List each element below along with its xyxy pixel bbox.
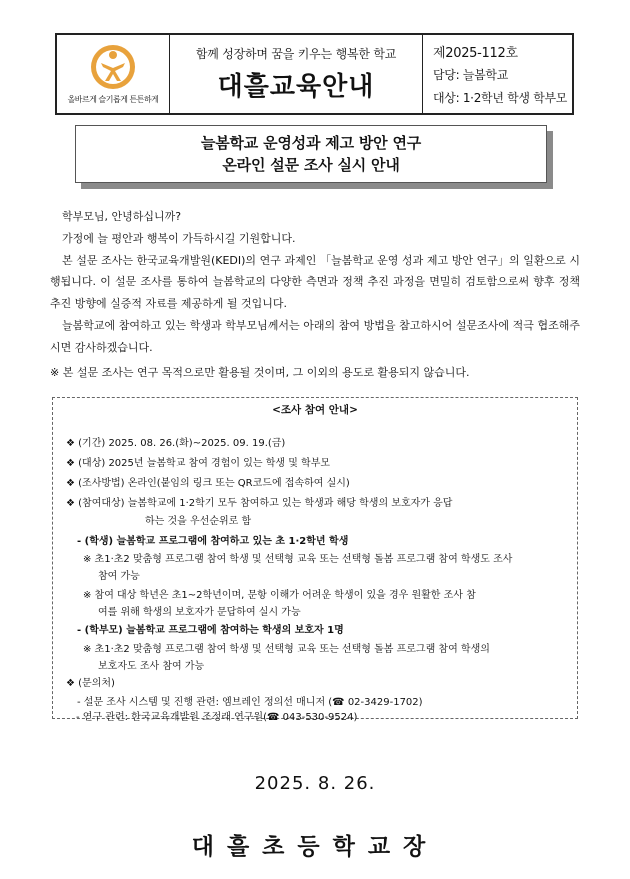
school-slogan: 함께 성장하며 꿈을 키우는 행복한 학교 [195,47,397,61]
principal-signature: 대흘초등학교장 [191,834,439,860]
survey-participants-cont: 하는 것을 우선순위로 함 [145,516,252,527]
parent-criteria: - (학부모) 늘봄학교 프로그램에 참여하는 학생의 보호자 1명 [77,625,344,636]
survey-method: ❖ (조사방법) 온라인(붙임의 링크 또는 QR코드에 접속하여 실시) [66,478,350,489]
parent-note-cont: 보호자도 조사 참여 가능 [98,661,205,672]
document-title-box [75,125,547,183]
contact-heading: ❖ (문의처) [66,678,115,689]
usage-note: ※ 본 설문 조사는 연구 목적으로만 활용될 것이며, 그 이외의 용도로 활용되지 않습니다. [50,365,470,379]
header-info-cell [423,35,572,113]
survey-participants: ❖ (참여대상) 늘봄학교에 1·2학기 모두 참여하고 있는 학생과 해당 학생의 보호자가 응답 [66,498,453,509]
survey-info-box [52,397,578,719]
parent-note: ※ 초1·초2 맞춤형 프로그램 참여 학생 및 선택형 교육 또는 선택형 돌봄 프로그램 참여 학생의 [83,644,490,655]
student-note-2-cont: 여를 위해 학생의 보호자가 문답하여 실시 가능 [98,607,301,618]
newsletter-header [55,33,574,115]
wish-line: 가정에 늘 평안과 행복이 가득하시길 기원합니다. [62,231,296,245]
intro-body [50,206,580,383]
contact-research: - 연구 관련: 한국교육개발원 조정래 연구원(☎ 043-530-9524) [76,712,358,723]
intro-paragraph-1: 본 설문 조사는 한국교육개발원(KEDI)의 연구 과제인 「늘봄학교 운영 성과 제고 방안 연구」의 일환으로 시행됩니다. 이 설문 조사를 통하여 늘봄학교의 다양한 측면과 정책 추진 과정을 면밀히 검토함으로써 향후 정책 추진 방향에 실증적 자료를 제공하게 될 것입니다. [50,253,580,311]
school-logo-cell [57,35,170,113]
document-number: 제2025-112호 [433,45,518,61]
title-line-1: 늘봄학교 운영성과 제고 방안 연구 [200,134,422,152]
student-note-1: ※ 초1·초2 맞춤형 프로그램 참여 학생 및 선택형 교육 또는 선택형 돌봄 프로그램 참여 학생도 조사 [83,554,513,565]
target-audience: 대상: 1·2학년 학생 학부모 [433,91,568,106]
header-title-cell [170,35,423,113]
school-emblem-icon [90,44,136,90]
survey-box-title: <조사 참여 안내> [272,404,358,416]
title-line-2: 온라인 설문 조사 실시 안내 [222,156,400,174]
intro-paragraph-2: 늘봄학교에 참여하고 있는 학생과 학부모님께서는 아래의 참여 방법을 참고하시어 설문조사에 적극 협조해주시면 감사하겠습니다. [50,318,580,354]
issue-date: 2025. 8. 26. [254,773,376,794]
contact-system: - 설문 조사 시스템 및 진행 관련: 엠브레인 정의선 매니저 (☎ 02-3429-1702) [77,697,423,708]
student-note-2: ※ 참여 대상 학년은 초1~2학년이며, 문항 이해가 어려운 학생이 있을 경우 원활한 조사 참 [83,590,476,601]
newsletter-title: 대흘교육안내 [217,72,375,102]
survey-period: ❖ (기간) 2025. 08. 26.(화)~2025. 09. 19.(금) [66,438,286,449]
greeting: 학부모님, 안녕하십니까? [62,210,182,223]
survey-target: ❖ (대상) 2025년 늘봄학교 참여 경험이 있는 학생 및 학부모 [66,458,331,469]
student-criteria: - (학생) 늘봄학교 프로그램에 참여하고 있는 초 1·2학년 학생 [77,536,349,547]
department: 담당: 늘봄학교 [433,68,509,83]
logo-caption: 올바르게 슬기롭게 튼튼하게 [67,94,159,104]
student-note-1-cont: 참여 가능 [98,571,140,582]
